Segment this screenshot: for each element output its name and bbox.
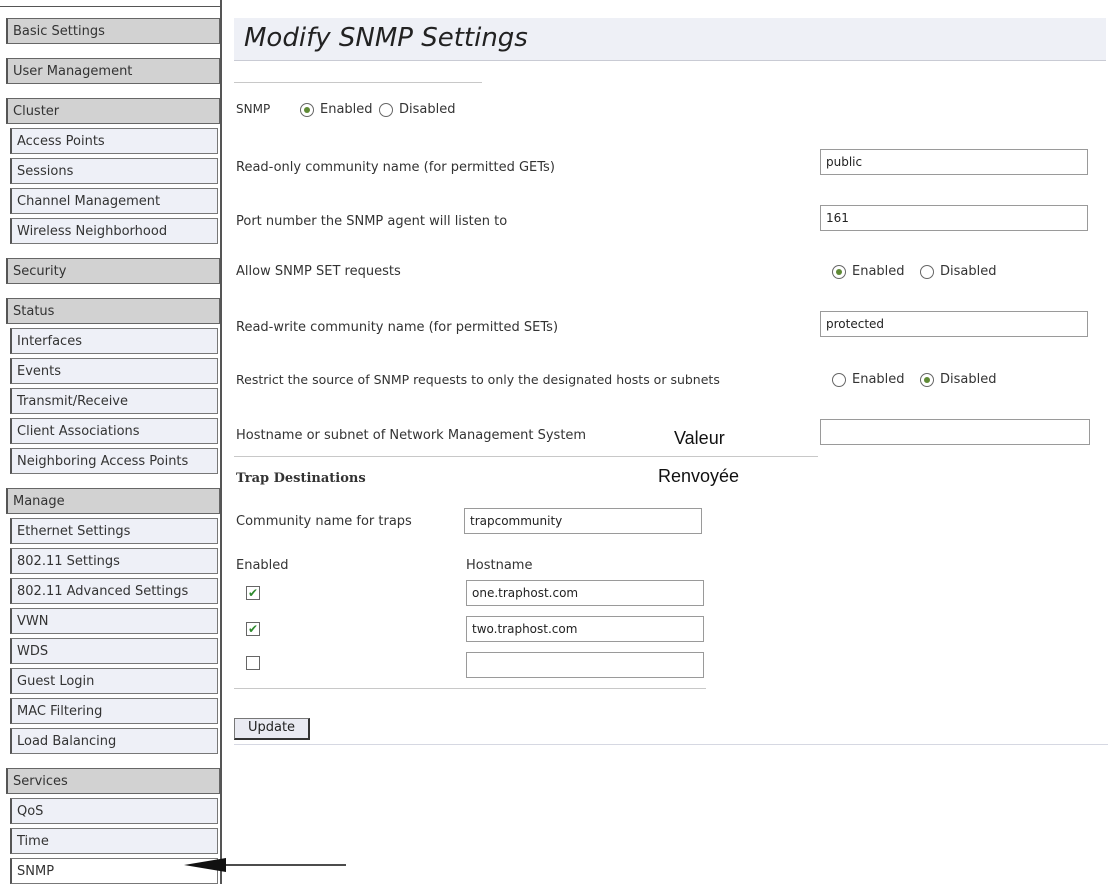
restrict-disabled-label: Disabled	[940, 372, 997, 387]
annotation-renvoyee: Renvoyée	[658, 466, 740, 486]
sidebar-item-802-11-advanced-settings[interactable]: 802.11 Advanced Settings	[10, 578, 218, 604]
trap-host-input[interactable]: one.traphost.com	[466, 580, 704, 606]
trap-enabled-checkbox[interactable]	[246, 656, 260, 670]
ro-community-label: Read-only community name (for permitted GETs)	[236, 160, 555, 175]
sidebar-item-802-11-settings[interactable]: 802.11 Settings	[10, 548, 218, 574]
main-content	[228, 0, 1112, 884]
sidebar-item-transmit-receive[interactable]: Transmit/Receive	[10, 388, 218, 414]
restrict-disabled-radio[interactable]	[920, 373, 934, 387]
sidebar-item-status[interactable]: Status	[6, 298, 220, 324]
sidebar-item-channel-management[interactable]: Channel Management	[10, 188, 218, 214]
sidebar-item-user-management[interactable]: User Management	[6, 58, 220, 84]
allow-set-enabled-label: Enabled	[852, 264, 905, 279]
annotation-valeur: Valeur	[674, 428, 725, 448]
sidebar-item-sessions[interactable]: Sessions	[10, 158, 218, 184]
sidebar-item-guest-login[interactable]: Guest Login	[10, 668, 218, 694]
sidebar-item-load-balancing[interactable]: Load Balancing	[10, 728, 218, 754]
sidebar-item-ethernet-settings[interactable]: Ethernet Settings	[10, 518, 218, 544]
allow-set-label: Allow SNMP SET requests	[236, 264, 401, 279]
nms-input[interactable]	[820, 419, 1090, 445]
sidebar-item-client-associations[interactable]: Client Associations	[10, 418, 218, 444]
sidebar-item-interfaces[interactable]: Interfaces	[10, 328, 218, 354]
snmp-disabled-label: Disabled	[399, 102, 456, 117]
sidebar-item-wds[interactable]: WDS	[10, 638, 218, 664]
sidebar-item-time[interactable]: Time	[10, 828, 218, 854]
trap-community-label: Community name for traps	[236, 514, 412, 529]
col-enabled-header: Enabled	[236, 558, 289, 573]
divider	[234, 688, 706, 689]
restrict-source-label: Restrict the source of SNMP requests to only the designated hosts or subnets	[236, 372, 720, 387]
sidebar-item-snmp[interactable]: SNMP	[10, 858, 218, 884]
trap-enabled-checkbox[interactable]: ✔	[247, 622, 259, 636]
sidebar-item-services[interactable]: Services	[6, 768, 220, 794]
snmp-disabled-radio[interactable]	[379, 103, 393, 117]
arrow-icon	[184, 857, 354, 877]
restrict-enabled-label: Enabled	[852, 372, 905, 387]
allow-set-disabled-radio[interactable]	[920, 265, 934, 279]
sidebar-item-security[interactable]: Security	[6, 258, 220, 284]
sidebar-item-vwn[interactable]: VWN	[10, 608, 218, 634]
sidebar-item-neighboring-access-points[interactable]: Neighboring Access Points	[10, 448, 218, 474]
page-title-bar	[234, 18, 1106, 61]
nms-label: Hostname or subnet of Network Management System	[236, 428, 587, 443]
restrict-enabled-radio[interactable]	[832, 373, 846, 387]
page-title: Modify SNMP Settings	[244, 23, 528, 53]
sidebar-nav	[0, 0, 222, 884]
trap-host-input[interactable]	[466, 652, 704, 678]
snmp-enabled-label: Enabled	[320, 102, 373, 117]
trap-enabled-checkbox[interactable]: ✔	[247, 586, 259, 600]
sidebar-item-qos[interactable]: QoS	[10, 798, 218, 824]
allow-set-disabled-label: Disabled	[940, 264, 997, 279]
sidebar-item-cluster[interactable]: Cluster	[6, 98, 220, 124]
rw-community-label: Read-write community name (for permitted SETs)	[236, 320, 559, 335]
sidebar-top-rule	[0, 6, 220, 7]
sidebar-item-basic-settings[interactable]: Basic Settings	[6, 18, 220, 44]
divider	[234, 82, 482, 83]
ro-community-input[interactable]: public	[820, 149, 1088, 175]
allow-set-enabled-radio[interactable]	[832, 265, 846, 279]
port-input[interactable]: 161	[820, 205, 1088, 231]
trap-destinations-heading: Trap Destinations	[236, 471, 366, 486]
trap-community-input[interactable]: trapcommunity	[464, 508, 702, 534]
sidebar-item-wireless-neighborhood[interactable]: Wireless Neighborhood	[10, 218, 218, 244]
port-label: Port number the SNMP agent will listen to	[236, 214, 508, 229]
sidebar-item-access-points[interactable]: Access Points	[10, 128, 218, 154]
snmp-label: SNMP	[236, 102, 271, 116]
sidebar-item-mac-filtering[interactable]: MAC Filtering	[10, 698, 218, 724]
trap-host-input[interactable]: two.traphost.com	[466, 616, 704, 642]
divider	[234, 456, 818, 457]
sidebar-item-events[interactable]: Events	[10, 358, 218, 384]
update-button[interactable]: Update	[234, 718, 310, 740]
snmp-enabled-radio[interactable]	[300, 103, 314, 117]
col-hostname-header: Hostname	[466, 558, 533, 573]
divider	[234, 744, 1108, 745]
rw-community-input[interactable]: protected	[820, 311, 1088, 337]
sidebar-item-manage[interactable]: Manage	[6, 488, 220, 514]
